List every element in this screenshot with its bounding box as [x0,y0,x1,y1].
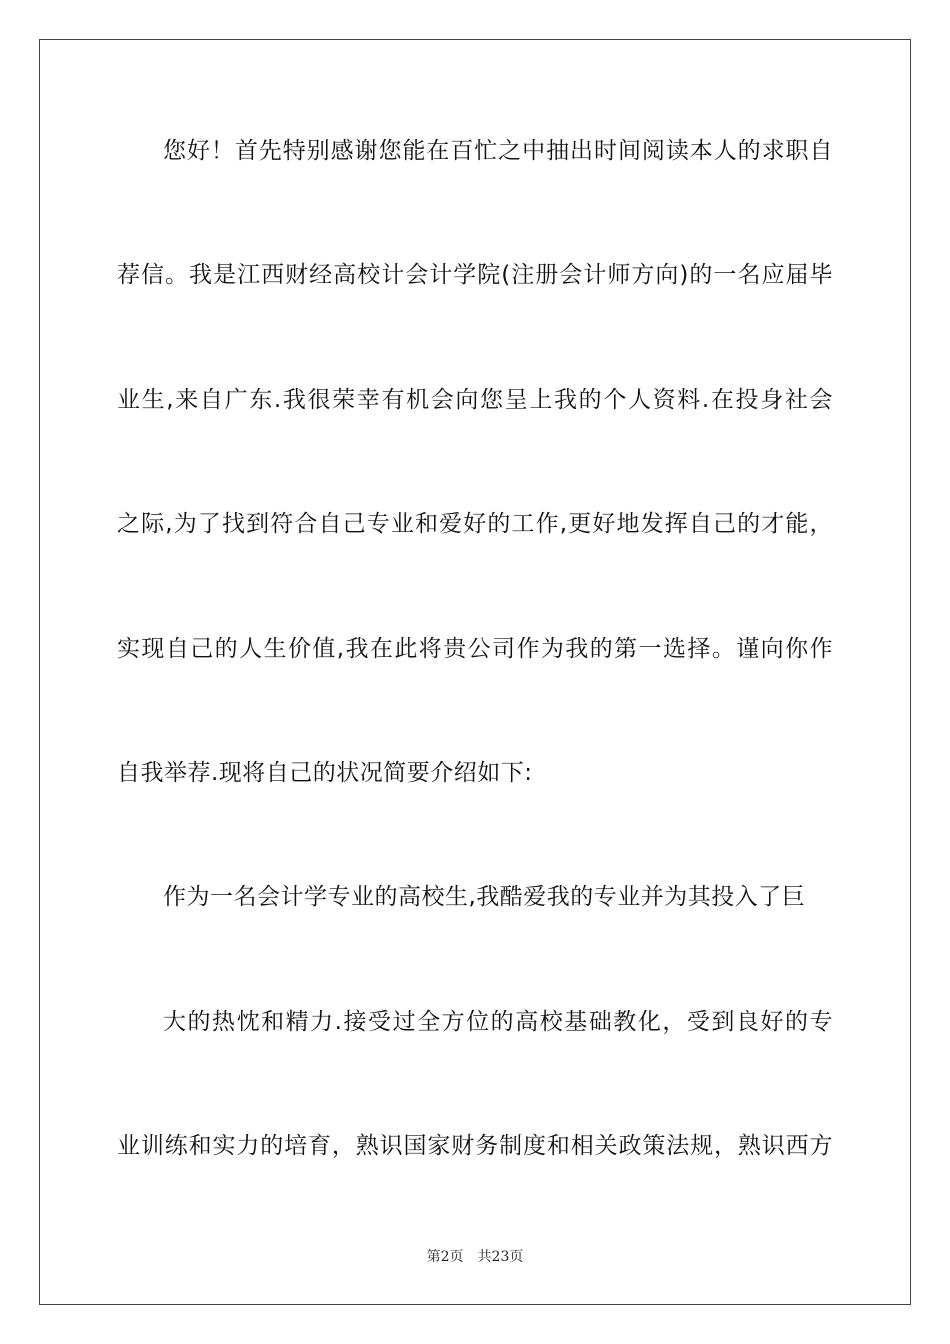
paragraph-line-5: 实现自己的人生价值,我在此将贵公司作为我的第一选择。谨向你作 [117,636,833,662]
paragraph-line-9: 业训练和实力的培育，熟识国家财务制度和相关政策法规，熟识西方 [117,1133,833,1159]
paragraph-line-4: 之际,为了找到符合自己专业和爱好的工作,更好地发挥自己的才能， [117,511,833,537]
paragraph-line-3: 业生,来自广东.我很荣幸有机会向您呈上我的个人资料.在投身社会 [117,387,833,413]
paragraph-line-6: 自我举荐.现将自己的状况简要介绍如下: [117,760,533,786]
page-number-footer: 第2页 共23页 [426,1249,524,1265]
page-border [39,39,911,1305]
paragraph-line-1: 您好！首先特别感谢您能在百忙之中抽出时间阅读本人的求职自 [163,138,833,164]
paragraph-line-8: 大的热忱和精力.接受过全方位的高校基础教化，受到良好的专 [163,1009,833,1035]
paragraph-line-2: 荐信。我是江西财经高校计会计学院(注册会计师方向)的一名应届毕 [117,262,833,288]
paragraph-line-7: 作为一名会计学专业的高校生,我酷爱我的专业并为其投入了巨 [163,884,806,910]
